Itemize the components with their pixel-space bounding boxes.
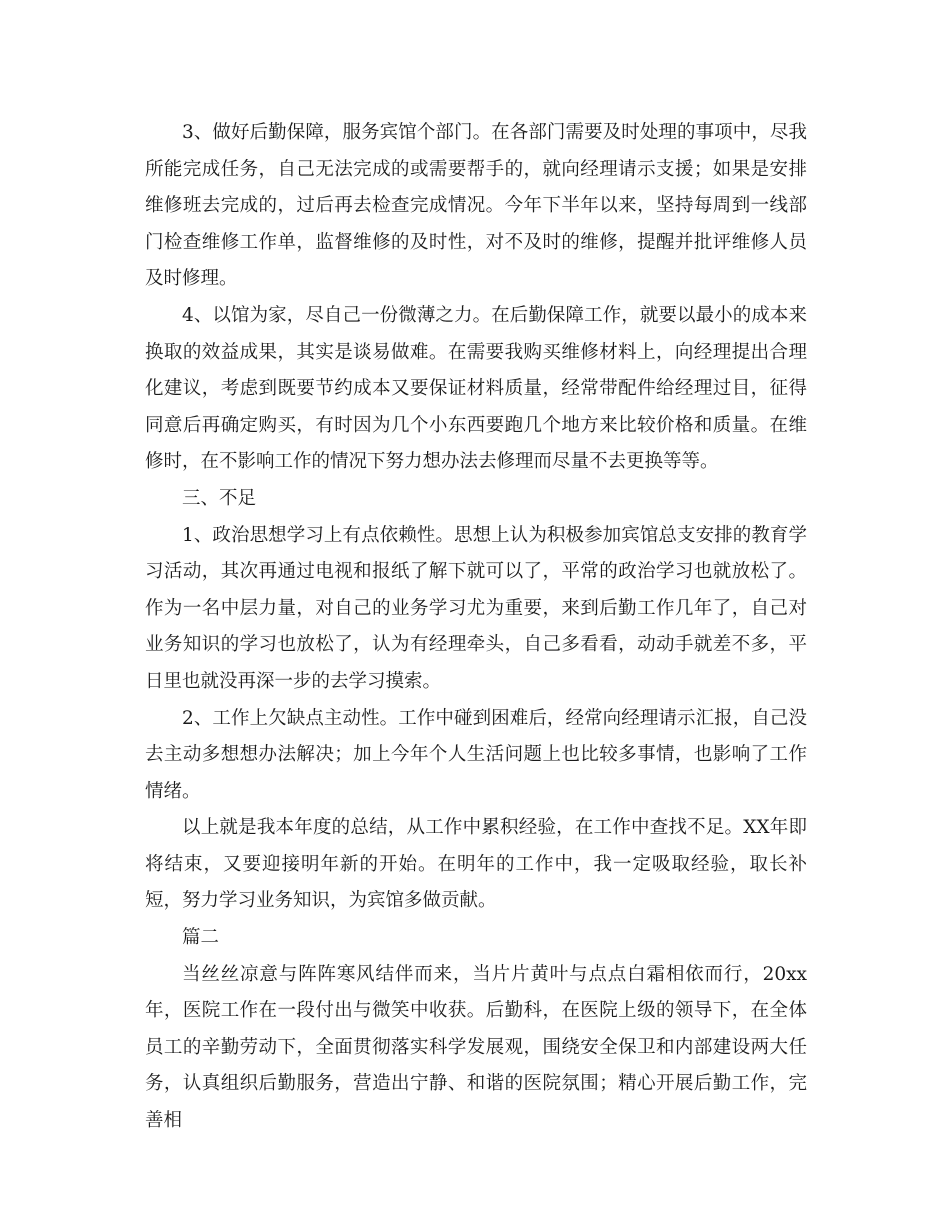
paragraph-shortcoming-2: 2、工作上欠缺点主动性。工作中碰到困难后，经常向经理请示汇报，自己没去主动多想想办法解决；加上今年个人生活问题上也比较多事情，也影响了工作情绪。 — [145, 707, 807, 802]
paragraph-item-4: 4、以馆为家，尽自己一份微薄之力。在后勤保障工作，就要以最小的成本来换取的效益成果，其实是谈易做难。在需要我购买维修材料上，向经理提出合理化建议，考虑到既要节约成本又要保证材料质量，经常带配件给经理过目，征得同意后再确定购买，有时因为几个小东西要跑几个地方来比较价格和质量。在维修时，在不影响工作的情况下努力想办法去修理而尽量不去更换等等。 — [145, 304, 807, 473]
document-body — [145, 115, 807, 1140]
paragraph-part-two-intro: 当丝丝凉意与阵阵寒风结伴而来，当片片黄叶与点点白霜相依而行，20xx年，医院工作在一段付出与微笑中收获。后勤科，在医院上级的领导下，在全体员工的辛勤劳动下，全面贯彻落实科学发展观，围绕安全保卫和内部建设两大任务，认真组织后勤服务，营造出宁静、和谐的医院氛围；精心开展后勤工作，完善相 — [145, 963, 807, 1132]
paragraph-item-3: 3、做好后勤保障，服务宾馆个部门。在各部门需要及时处理的事项中，尽我所能完成任务，自己无法完成的或需要帮手的，就向经理请示支援；如果是安排维修班去完成的，过后再去检查完成情况。今年下半年以来，坚持每周到一线部门检查维修工作单，监督维修的及时性，对不及时的维修，提醒并批评维修人员及时修理。 — [145, 122, 807, 290]
section-heading-shortcomings: 三、不足 — [182, 487, 257, 509]
paragraph-conclusion: 以上就是我本年度的总结，从工作中累积经验，在工作中查找不足。XX年即将结束，又要迎接明年新的开始。在明年的工作中，我一定吸取经验，取长补短，努力学习业务知识，为宾馆多做贡献。 — [145, 817, 807, 912]
paragraph-shortcoming-1: 1、政治思想学习上有点依赖性。思想上认为积极参加宾馆总支安排的教育学习活动，其次再通过电视和报纸了解下就可以了，平常的政治学习也就放松了。作为一名中层力量，对自己的业务学习尤为重要，来到后勤工作几年了，自己对业务知识的学习也放松了，认为有经理牵头，自己多看看，动动手就差不多，平日里也就没再深一步的去学习摸索。 — [145, 524, 807, 692]
section-heading-part-two: 篇二 — [182, 927, 220, 949]
